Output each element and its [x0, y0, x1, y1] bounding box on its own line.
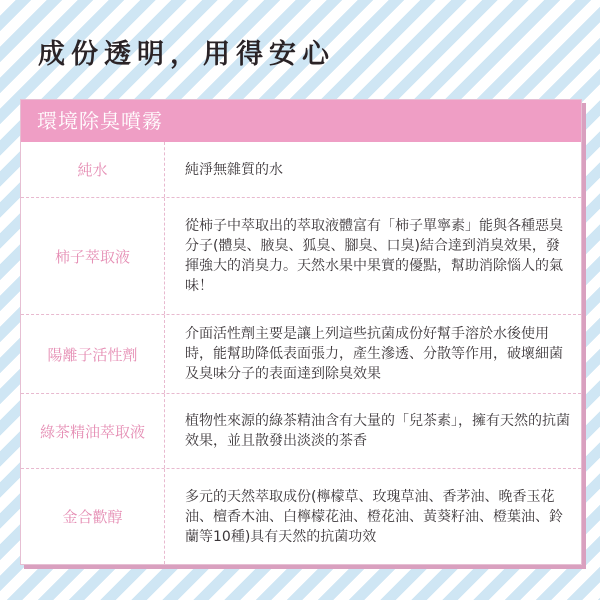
- ingredient-name: 綠茶精油萃取液: [21, 394, 165, 468]
- table-row: [21, 393, 581, 468]
- ingredient-name: 金合歡醇: [21, 469, 165, 564]
- ingredient-card: [20, 99, 582, 565]
- page-headline: 成份透明，用得安心: [38, 39, 335, 70]
- card-title: 環境除臭噴霧: [21, 100, 581, 142]
- ingredient-description: 多元的天然萃取成份(檸檬草、玫瑰草油、香茅油、晚香玉花油、檀香木油、白檸檬花油、橙花油、黃葵籽油、橙葉油、鈴蘭等10種)具有天然的抗菌功效: [185, 488, 563, 545]
- table-row: [21, 197, 581, 314]
- ingredient-description: 植物性來源的綠茶精油含有大量的「兒茶素」，擁有天然的抗菌效果，並且散發出淡淡的茶香: [185, 413, 570, 449]
- ingredient-description: 從柿子中萃取出的萃取液體富有「柿子單寧素」能與各種惡臭分子(體臭、腋臭、狐臭、腳臭、口臭)結合達到消臭效果，發揮強大的消臭力。天然水果中果實的優點，幫助消除惱人的氣味！: [185, 218, 563, 294]
- table-row: [21, 142, 581, 197]
- ingredient-description: 介面活性劑主要是讓上列這些抗菌成份好幫手溶於水後使用時，能幫助降低表面張力，產生滲透、分散等作用，破壞細菌及臭味分子的表面達到除臭效果: [185, 326, 563, 382]
- ingredient-description: 純淨無雜質的水: [185, 161, 283, 178]
- ingredient-name: 柿子萃取液: [21, 198, 165, 314]
- table-row: [21, 314, 581, 393]
- ingredient-name: 純水: [21, 142, 165, 197]
- ingredient-table: [21, 142, 581, 564]
- ingredient-name: 陽離子活性劑: [21, 315, 165, 393]
- table-row: [21, 468, 581, 564]
